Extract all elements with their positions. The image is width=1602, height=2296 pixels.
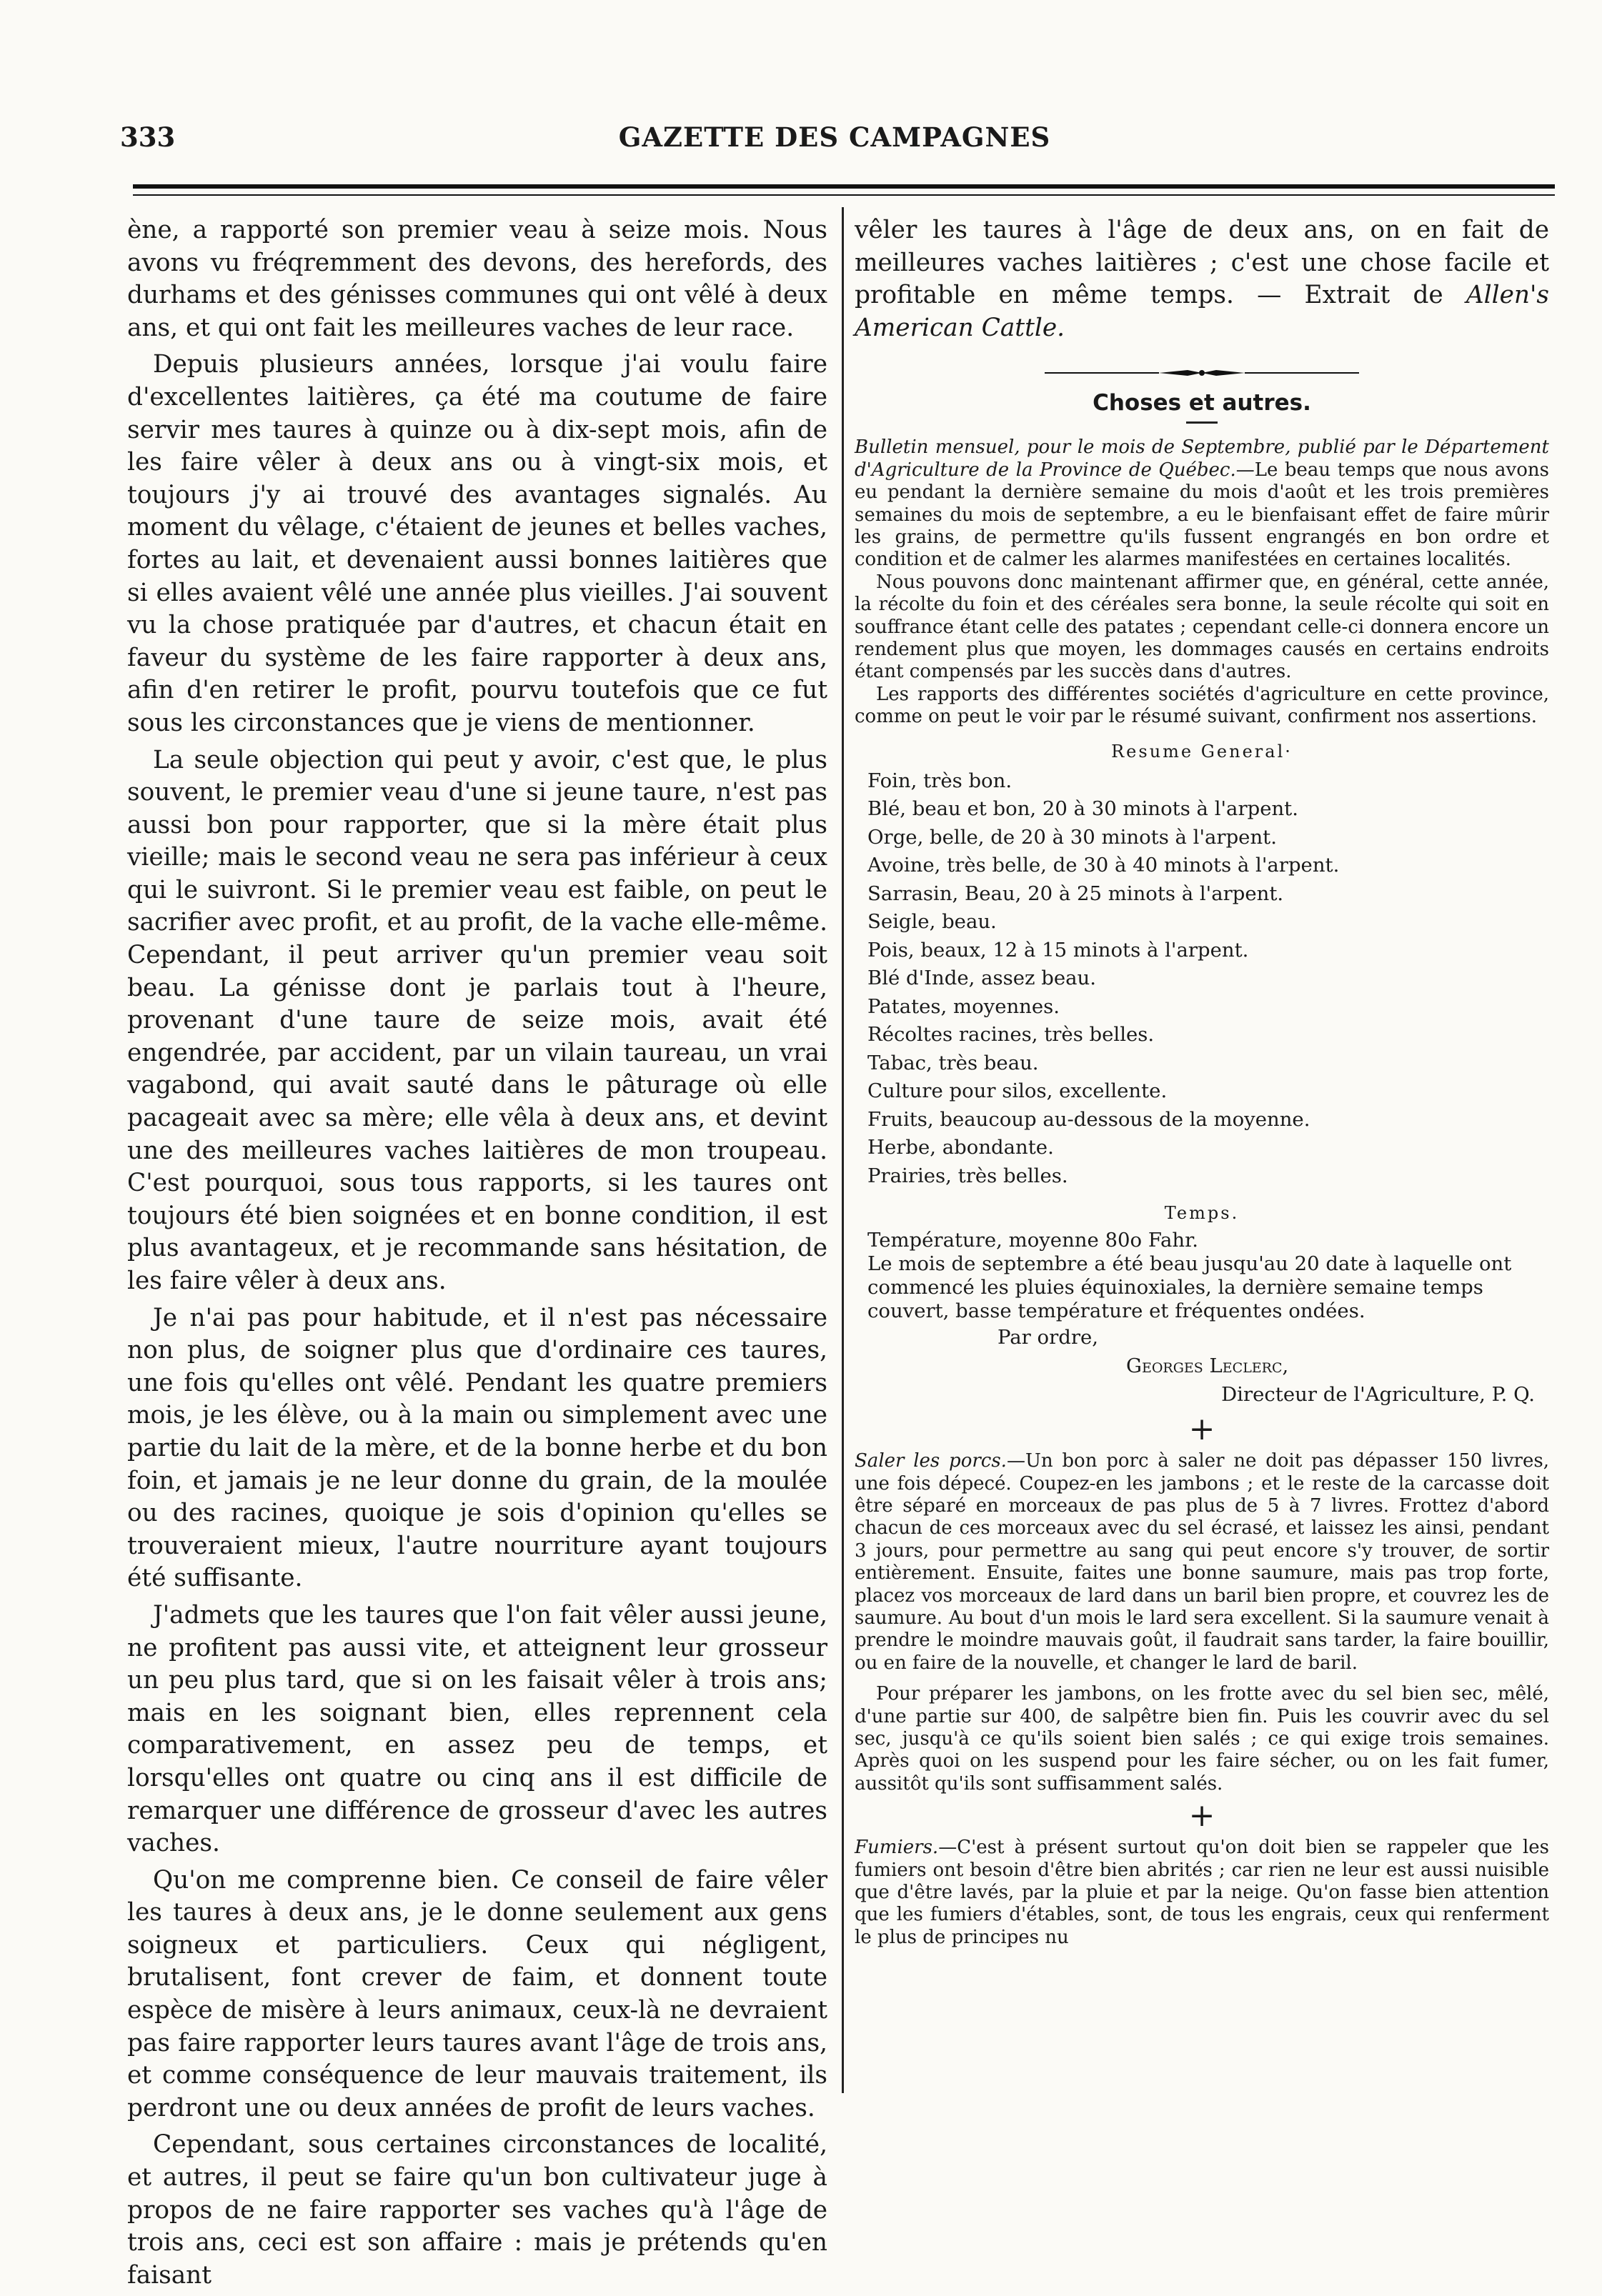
bulletin-lead: Bulletin mensuel, pour le mois de Septembre, publié par le Département d'Agriculture de la Province de Québec. [855, 436, 1549, 481]
right-column [855, 214, 1549, 1949]
list-item: Tabac, très beau. [867, 1051, 1039, 1074]
continuation-source: Allen's American Cattle. [855, 281, 1549, 342]
list-item: Patates, moyennes. [867, 994, 1060, 1018]
article-paragraph: Je n'ai pas pour habitude, et il n'est pas nécessaire non plus, de soigner plus que d'ordinaire ces taures, une fois qu'elles ont vêlé. Pendant les quatre premiers mois, je les élève, ou à la main ou simplement avec une partie du lait de la mère, et de la bonne herbe et du bon foin, et jamais je ne leur donne du grain, de la moulée ou des racines, quoique je sois d'opinion qu'elles se trouveraient mieux, l'autre nourriture ayant toujours été suffisante. [127, 1303, 827, 1593]
column-divider [842, 207, 844, 2093]
list-item: Blé d'Inde, assez beau. [867, 967, 1096, 990]
header-rule-thick [133, 184, 1555, 189]
list-item: Orge, belle, de 20 à 30 minots à l'arpent. [867, 825, 1277, 849]
bulletin-paragraph-3: Les rapports des différentes sociétés d'agriculture en cette province, comme on peut le voir par le résumé suivant, confirment nos assertions. [855, 683, 1549, 728]
article-paragraph: Cependant, sous certaines circonstances de localité, et autres, il peut se faire qu'un bon cultivateur juge à propos de ne faire rapporter ses vaches qu'à l'âge de trois ans, ceci est son affaire : mais je prétends qu'en faisant [127, 2130, 827, 2290]
bulletin-paragraph [855, 436, 1549, 571]
temps-heading: Temps. [1164, 1203, 1240, 1224]
saler-paragraph [855, 1450, 1549, 1674]
list-item: Seigle, beau. [867, 910, 997, 934]
plus-separator-2: + [1188, 1797, 1215, 1835]
article-paragraph: J'admets que les taures que l'on fait vêler aussi jeune, ne profitent pas aussi vite, et atteignent leur grosseur un peu plus tard, que si on les faisait vêler à trois ans; mais en les soignant bien, elles reprennent cela comparativement, en assez peu de temps, et lorsqu'elles ont quatre ou cinq ans il est difficile de remarquer une différence de grosseur d'avec les autres vaches. [127, 1600, 827, 1858]
left-column [127, 214, 827, 2296]
article-paragraph: Qu'on me comprenne bien. Ce conseil de faire vêler les taures à deux ans, je le donne seulement aux gens soigneux et particuliers. Ceux qui négligent, brutalisent, font crever de faim, et donnent toute espèce de misère à leurs animaux, ceux-là ne devraient pas faire rapporter leurs taures avant l'âge de trois ans, et comme conséquence de leur mauvais traitement, ils perdront une ou deux années de profit de leurs vaches. [127, 1865, 827, 2122]
list-item: Fruits, beaucoup au-dessous de la moyenne. [867, 1107, 1310, 1131]
journal-title: GAZETTE DES CAMPAGNES [618, 121, 1051, 153]
list-item: Foin, très bon. [867, 769, 1013, 792]
section-heading: Choses et autres. [1093, 390, 1311, 416]
article-paragraph: ène, a rapporté son premier veau à seize mois. Nous avons vu fréqremment des devons, des herefords, des durhams et des génisses communes qui ont vêlé à deux ans, et qui ont fait les meilleures vaches de leur race. [127, 216, 827, 342]
par-ordre: Par ordre, [997, 1326, 1099, 1349]
jambons-paragraph: Pour préparer les jambons, on les frotte avec du sel bien sec, mêlé, d'une partie sur 400, de salpêtre bien fin. Puis les couvrir avec du sel sec, jusqu'à ce qu'ils soient bien salés ; ce qui exige trois semaines. Après quoi on les suspend pour les faire sécher, ou on les fait fumer, aussitôt qu'ils sont suffisamment salés. [855, 1683, 1549, 1795]
resume-heading: Resume General· [1111, 741, 1293, 762]
saler-lead: Saler les porcs. [855, 1450, 1007, 1472]
ornament-divider [1045, 366, 1359, 380]
list-item: Pois, beaux, 12 à 15 minots à l'arpent. [867, 938, 1249, 962]
saler-text: —Un bon porc à saler ne doit pas dépasser 150 livres, une fois dépecé. Coupez-en les jambons ; et le reste de la carcasse doit être séparé en morceaux de pas plus de 5 à 7 livres. Frottez d'abord chacun de ces morceaux avec du sel écrasé, et laissez les ainsi, pendant 3 jours, pour permettre au sang qui peut encore s'y trouver, de sortir entièrement. Ensuite, faites une bonne saumure, mais pas trop forte, placez vos morceaux de lard dans un baril bien propre, et couvrez les de saumure. Au bout d'un mois le lard sera excellent. Si la saumure venait à prendre le moindre mauvais goût, il faudrait sans tarder, la faire bouillir, ou en faire de la nouvelle, et changer le lard de baril. [855, 1450, 1549, 1674]
list-item: Température, moyenne 80o Fahr. [867, 1229, 1199, 1252]
plus-separator: + [1188, 1411, 1215, 1448]
page-header [120, 121, 1549, 164]
resume-list [855, 767, 1549, 1191]
continuation-text: vêler les taures à l'âge de deux ans, on en fait de meilleures vaches laitières ; c'est une chose facile et profitable en même temps. — Extrait de [855, 216, 1549, 310]
article-paragraph: La seule objection qui peut y avoir, c'est que, le plus souvent, le premier veau d'une si jeune taure, n'est pas aussi bon pour rapporter, que si la mère était plus vieille; mais le second veau ne sera pas inférieur à ceux qui le suivront. Si le premier veau est faible, on peut le sacrifier avec profit, et au profit, de la vache elle-même. Cependant, il peut arriver qu'un premier veau soit beau. La génisse dont je parlais tout à l'heure, provenant d'une taure de seize mois, avait été engendrée, par accident, par un vilain taureau, un vrai vagabond, qui avait sauté dans le pâturage où elle pacageait avec sa mère; elle vêla à deux ans, et devint une des meilleures vaches laitières de mon troupeau. C'est pourquoi, sous tous rapports, si les taures ont toujours été bien soignées et en bonne condition, il est plus avantageux, et je recommande sans hésitation, de les faire vêler à deux ans. [127, 745, 827, 1295]
fumiers-text: —C'est à présent surtout qu'on doit bien se rappeler que les fumiers ont besoin d'être bien abrités ; car rien ne leur est aussi nuisible que d'être lavés, par la pluie et par la neige. Qu'on fasse bien attention que les fumiers d'étables, sont, de tous les engrais, ceux qui renferment le plus de principes nu [855, 1837, 1549, 1948]
bulletin-paragraph-2: Nous pouvons donc maintenant affirmer que, en général, cette année, la récolte du foin et des céréales sera bonne, la seule récolte qui soit en souffrance étant celle des patates ; cependant celle-ci donnera encore un rendement plus que moyen, les dommages causés en certains endroits étant compensés par les succès dans d'autres. [855, 571, 1549, 683]
continuation-paragraph [855, 214, 1549, 344]
heading-dash [1186, 421, 1218, 424]
header-rule-thin [133, 194, 1555, 196]
list-item: Culture pour silos, excellente. [867, 1079, 1168, 1103]
signature-name: Georges Leclerc, [1126, 1354, 1289, 1378]
list-item: Récoltes racines, très belles. [867, 1023, 1155, 1047]
list-item: Sarrasin, Beau, 20 à 25 minots à l'arpent. [867, 882, 1284, 905]
article-paragraph: Depuis plusieurs années, lorsque j'ai voulu faire d'excellentes laitières, ça été ma coutume de faire servir mes taures à quinze ou à dix-sept mois, afin de les faire vêler à deux ans ou à vingt-six mois, et toujours j'y ai trouvé des avantages signalés. Au moment du vêlage, c'étaient de jeunes et belles vaches, fortes au lait, et devenaient aussi bonnes laitières que si elles avaient vêlé une année plus vieilles. J'ai souvent vu la chose pratiquée par d'autres, et chacun était en faveur du système de les faire rapporter à deux ans, afin d'en retirer le profit, pourvu toutefois que ce fut sous les circonstances que je viens de mentionner. [127, 350, 827, 737]
fumiers-lead: Fumiers. [855, 1837, 939, 1859]
list-item: Blé, beau et bon, 20 à 30 minots à l'arpent. [867, 797, 1298, 821]
list-item: Le mois de septembre a été beau jusqu'au 20 date à laquelle ont commencé les pluies équinoxiales, la dernière semaine temps couvert, basse température et fréquentes ondées. [867, 1252, 1512, 1323]
list-item: Avoine, très belle, de 30 à 40 minots à l'arpent. [867, 854, 1340, 877]
temps-list [855, 1229, 1549, 1323]
bulletin-text: —Le beau temps que nous avons eu pendant la dernière semaine du mois d'août et les trois premières semaines du mois de septembre, a eu le bienfaisant effet de faire mûrir les grains, de permettre qu'ils fussent engrangés en bon ordre et condition et de calmer les alarmes manifestées en certaines localités. [855, 459, 1549, 571]
list-item: Prairies, très belles. [867, 1164, 1068, 1187]
list-item: Herbe, abondante. [867, 1136, 1054, 1159]
page-number: 333 [120, 121, 176, 153]
signature-title: Directeur de l'Agriculture, P. Q. [1221, 1383, 1535, 1407]
fumiers-paragraph [855, 1837, 1549, 1949]
